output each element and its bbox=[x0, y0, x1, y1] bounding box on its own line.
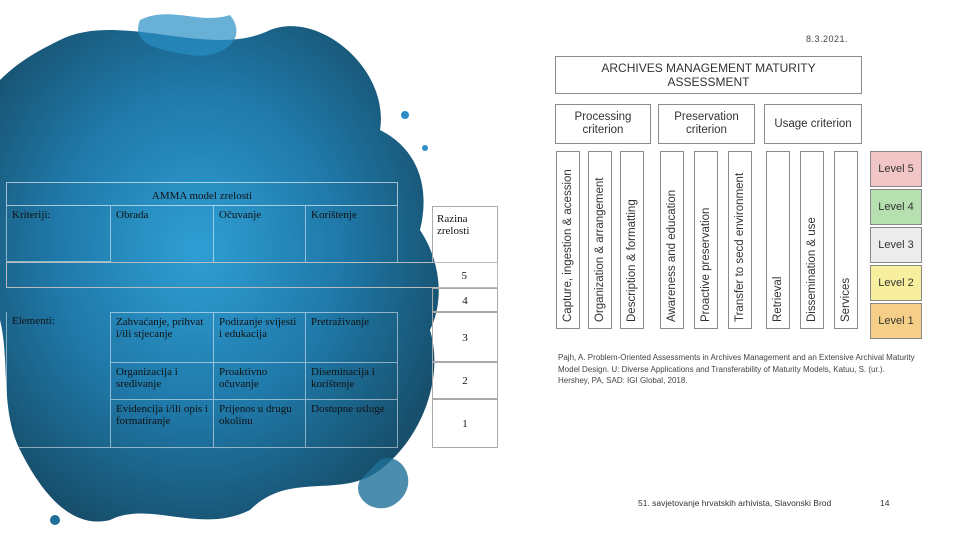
table-cell: Evidencija i/ili opis i formatiranje bbox=[110, 399, 213, 448]
column-description bbox=[620, 151, 644, 329]
level-1-box: Level 1 bbox=[870, 303, 922, 339]
table-cell: Podizanje svijesti i edukacija bbox=[213, 312, 305, 362]
column-label: Transfer to secd environment bbox=[734, 172, 746, 322]
criterion-obrada: Obrada bbox=[110, 206, 213, 262]
level-4-box: Level 4 bbox=[870, 189, 922, 225]
column-label: Retrieval bbox=[772, 276, 784, 322]
amma-diagram bbox=[553, 54, 925, 344]
column-label: Capture, ingestion & acession bbox=[562, 169, 574, 322]
column-label: Description & formatting bbox=[626, 199, 638, 322]
column-organization bbox=[588, 151, 612, 329]
level-2-box: Level 2 bbox=[870, 265, 922, 301]
reference-citation: Pajh, A. Problem-Oriented Assessments in Archives Management and an Extensive Archival Maturity Model Design. U: Diverse Applications and Transferability of Maturity Models, Katuu, S. (ur.). Hershey, PA, SAD: IGI Global, 2018. bbox=[558, 353, 915, 385]
column-label: Organization & arrangement bbox=[594, 177, 606, 322]
page-number: 14 bbox=[880, 498, 890, 508]
table-cell: Zahvaćanje, prihvat i/ili stjecanje bbox=[110, 312, 213, 362]
table-cell: Organizacija i sređivanje bbox=[110, 362, 213, 399]
table-cell: Diseminacija i korištenje bbox=[305, 362, 398, 399]
slide-date: 8.3.2021. bbox=[806, 34, 849, 44]
column-dissemination bbox=[800, 151, 824, 329]
level-5-box: Level 5 bbox=[870, 151, 922, 187]
usage-criterion-box: Usage criterion bbox=[764, 104, 862, 144]
criteria-label: Kriteriji: bbox=[6, 206, 110, 262]
criterion-koristenje: Korištenje bbox=[305, 206, 398, 262]
level-3-box: Level 3 bbox=[870, 227, 922, 263]
table-title: AMMA model zrelosti bbox=[6, 182, 398, 206]
column-label: Dissemination & use bbox=[806, 217, 818, 322]
column-awareness bbox=[660, 151, 684, 329]
column-label: Proactive preservation bbox=[700, 207, 712, 322]
elements-label: Elementi: bbox=[6, 312, 110, 448]
column-label: Services bbox=[840, 277, 852, 322]
slide-footer: 51. savjetovanje hrvatskih arhivista, Slavonski Brod bbox=[638, 498, 832, 508]
criterion-ocuvanje: Očuvanje bbox=[213, 206, 305, 262]
column-transfer bbox=[728, 151, 752, 329]
level-header: Razina zrelosti bbox=[432, 206, 498, 262]
table-cell: Pretraživanje bbox=[305, 312, 398, 362]
column-label: Awareness and education bbox=[666, 189, 678, 322]
preservation-criterion-box: Preservation criterion bbox=[658, 104, 755, 144]
column-services bbox=[834, 151, 858, 329]
level-2-cell: 2 bbox=[432, 362, 498, 399]
level-1-cell: 1 bbox=[432, 399, 498, 448]
column-proactive bbox=[694, 151, 718, 329]
column-retrieval bbox=[766, 151, 790, 329]
level-4-cell: 4 bbox=[432, 288, 498, 312]
level-5-cell: 5 bbox=[6, 262, 498, 288]
table-cell: Dostupne usluge bbox=[305, 399, 398, 448]
column-capture bbox=[556, 151, 580, 329]
table-cell: Prijenos u drugu okolinu bbox=[213, 399, 305, 448]
processing-criterion-box: Processing criterion bbox=[555, 104, 651, 144]
diagram-title: ARCHIVES MANAGEMENT MATURITY ASSESSMENT bbox=[555, 56, 862, 94]
table-cell: Proaktivno očuvanje bbox=[213, 362, 305, 399]
level-3-cell: 3 bbox=[432, 312, 498, 362]
